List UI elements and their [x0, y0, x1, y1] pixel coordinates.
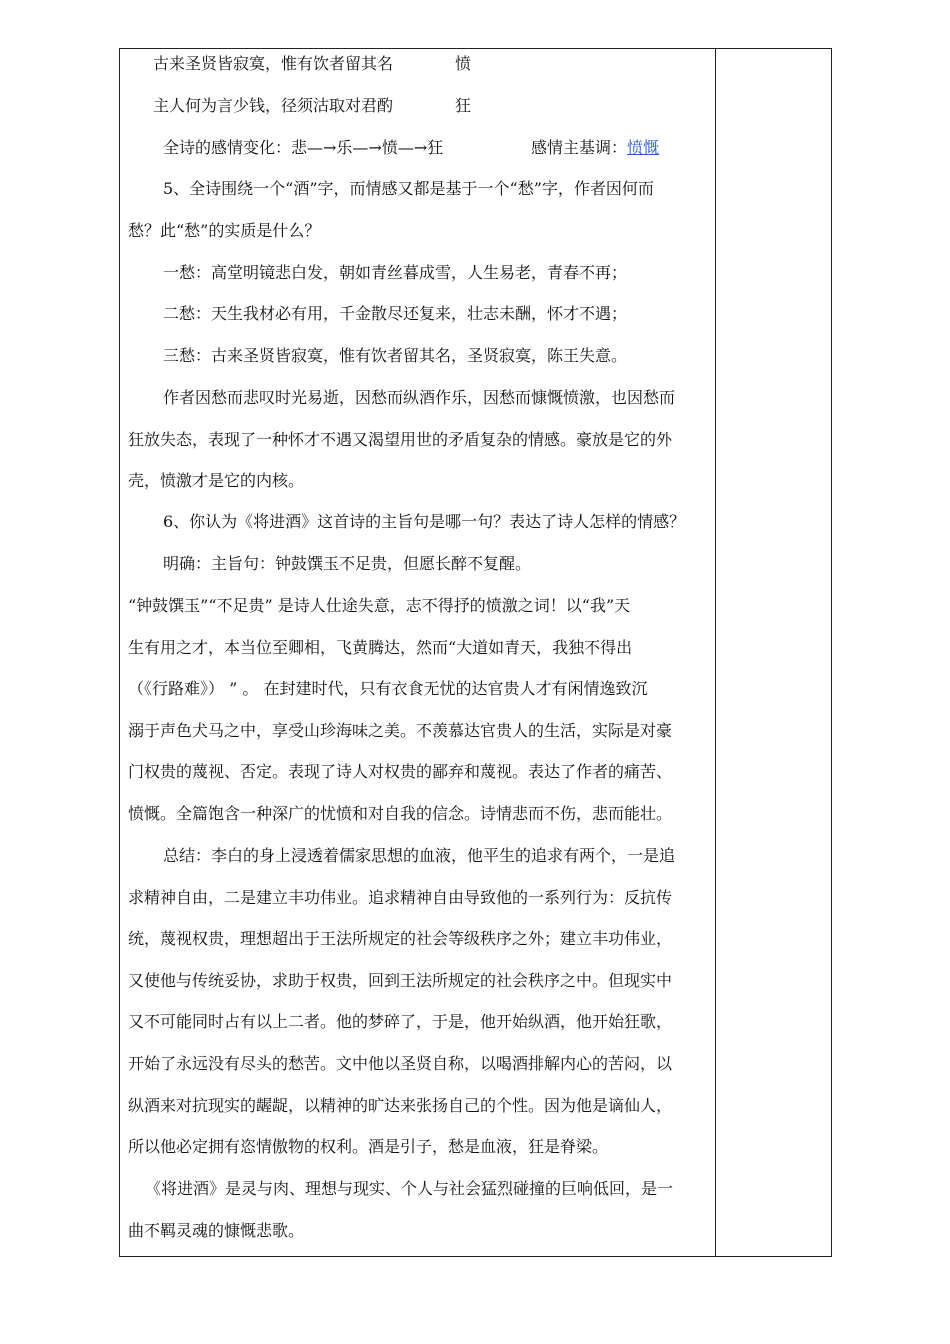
analysis-line-1: 作者因愁而悲叹时光易逝，因愁而纵酒作乐，因愁而慷慨愤激，也因愁而 — [163, 388, 676, 407]
summary-line-2: 求精神自由，二是建立丰功伟业。追求精神自由导致他的一系列行为：反抗传 — [128, 888, 673, 907]
analysis-line-3: 壳，愤激才是它的内核。 — [128, 471, 305, 490]
closing-line-2: 曲不羁灵魂的慷慨悲歌。 — [128, 1221, 305, 1240]
explanation-line-5: 门权贵的蔑视、否定。表现了诗人对权贵的鄙弃和蔑视。表达了作者的痛苦、 — [128, 762, 673, 781]
poem-line-2: 主人何为言少钱，径须沽取对君酌 狂 — [153, 96, 472, 115]
summary-line-3: 统，蔑视权贵，理想超出于王法所规定的社会等级秩序之外；建立丰功伟业， — [128, 929, 673, 948]
summary-line-5: 又不可能同时占有以上二者。他的梦碎了，于是，他开始纵酒，他开始狂歌， — [128, 1012, 673, 1031]
answer-theme: 明确：主旨句：钟鼓馔玉不足贵，但愿长醉不复醒。 — [163, 554, 532, 573]
question-5-line-1: 5、全诗围绕一个“酒”字，而情感又都是基于一个“愁”字，作者因何而 — [163, 179, 654, 198]
keynote-link[interactable]: 愤慨 — [627, 138, 660, 157]
explanation-line-4: 溺于声色犬马之中，享受山珍海味之美。不羡慕达官贵人的生活，实际是对豪 — [128, 721, 673, 740]
summary-line-8: 所以他必定拥有恣情傲物的权利。酒是引子，愁是血液，狂是脊梁。 — [128, 1137, 609, 1156]
explanation-line-3: （《行路难》） ” 。 在封建时代，只有衣食无忧的达官贵人才有闲情逸致沉 — [128, 679, 648, 698]
sorrow-3: 三愁：古来圣贤皆寂寞，惟有饮者留其名，圣贤寂寞，陈王失意。 — [163, 346, 628, 365]
column-divider — [715, 49, 716, 1256]
closing-line-1: 《将进酒》是灵与肉、理想与现实、个人与社会猛烈碰撞的巨响低回，是一 — [145, 1179, 674, 1198]
analysis-line-2: 狂放失态，表现了一种怀才不遇又渴望用世的矛盾复杂的情感。豪放是它的外 — [128, 430, 673, 449]
explanation-line-2: 生有用之才，本当位至卿相，飞黄腾达，然而“大道如青天，我独不得出 — [128, 638, 633, 657]
document-table — [119, 48, 832, 1257]
explanation-line-1: “钟鼓馔玉”“不足贵” 是诗人仕途失意，志不得抒的愤激之词！以“我”天 — [128, 596, 631, 615]
summary-line-1: 总结：李白的身上浸透着儒家思想的血液，他平生的追求有两个，一是追 — [163, 846, 676, 865]
question-6: 6、你认为《将进酒》这首诗的主旨句是哪一句？表达了诗人怎样的情感？ — [163, 512, 686, 531]
summary-line-7: 纵酒来对抗现实的龌龊，以精神的旷达来张扬自己的个性。因为他是谪仙人， — [128, 1096, 673, 1115]
emotion-summary: 全诗的感情变化：悲—→乐—→愤—→狂 感情主基调：愤慨 — [163, 138, 660, 157]
summary-line-4: 又使他与传统妥协，求助于权贵，回到王法所规定的社会秩序之中。但现实中 — [128, 971, 673, 990]
question-5-line-2: 愁？此“愁”的实质是什么？ — [128, 221, 321, 240]
sorrow-2: 二愁：天生我材必有用，千金散尽还复来，壮志未酬，怀才不遇； — [163, 304, 628, 323]
sorrow-1: 一愁：高堂明镜悲白发，朝如青丝暮成雪，人生易老，青春不再； — [163, 263, 628, 282]
summary-line-6: 开始了永远没有尽头的愁苦。文中他以圣贤自称，以喝酒排解内心的苦闷，以 — [128, 1054, 673, 1073]
explanation-line-6: 愤慨。全篇饱含一种深广的忧愤和对自我的信念。诗情悲而不伤，悲而能壮。 — [128, 804, 673, 823]
poem-line-1: 古来圣贤皆寂寞，惟有饮者留其名 愤 — [153, 54, 472, 73]
